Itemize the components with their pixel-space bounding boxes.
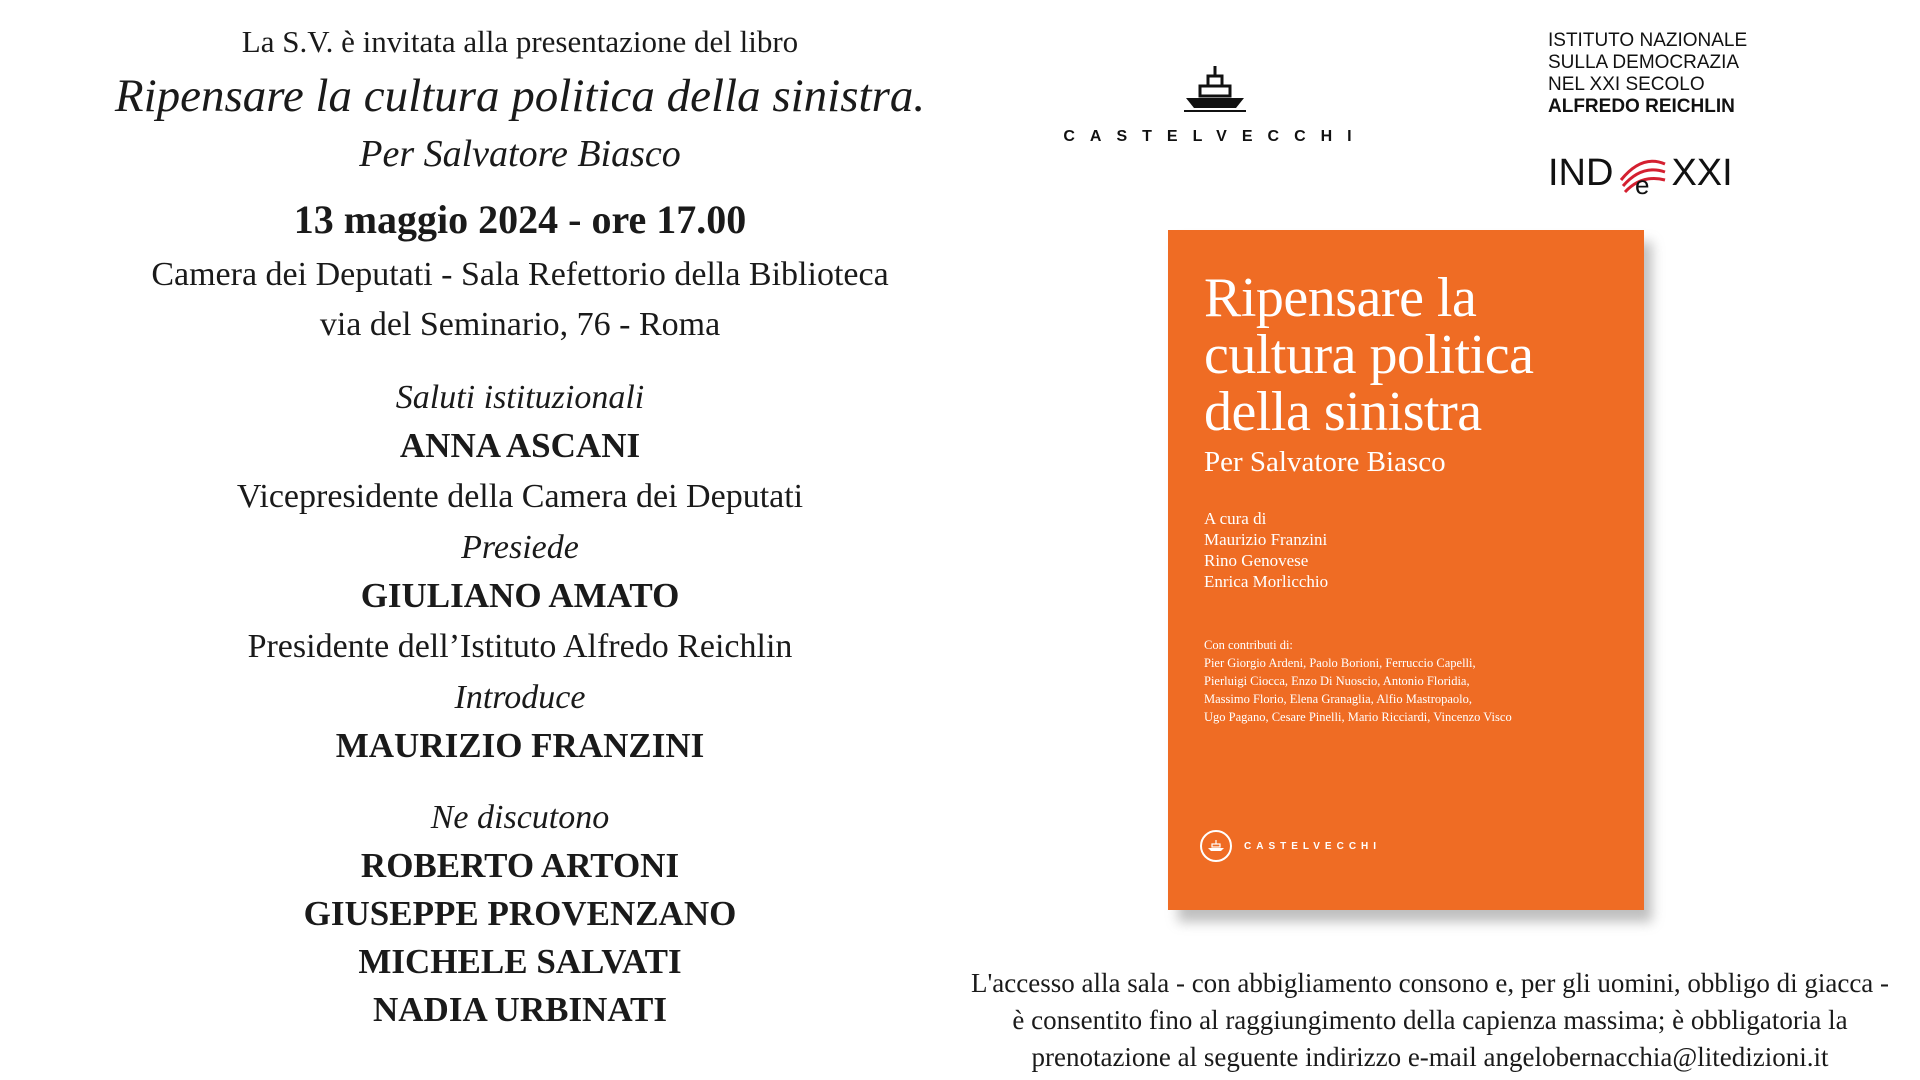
venue-line-2: via del Seminario, 76 - Roma — [319, 306, 721, 343]
cover-editor: Maurizio Franzini — [1204, 530, 1328, 549]
cover-title — [1204, 267, 1534, 443]
cover-cura-label: A cura di — [1204, 509, 1267, 528]
publisher-ship-icon — [1200, 830, 1232, 862]
cover-title-line: Ripensare la — [1204, 267, 1477, 329]
chair-title: Presidente dell’Istituto Alfredo Reichlin — [247, 628, 793, 665]
cover-publisher-name: CASTELVECCHI — [1244, 840, 1382, 852]
cover-editor: Enrica Morlicchio — [1204, 572, 1329, 591]
invitation-block — [70, 18, 970, 1034]
ind-right-text: XXI — [1671, 151, 1733, 194]
institute-line-4: ALFREDO REICHLIN — [1548, 96, 1735, 117]
chair-role: Presiede — [461, 529, 579, 566]
discussant-name: MICHELE SALVATI — [358, 942, 682, 981]
cover-contrib-line: Pier Giorgio Ardeni, Paolo Borioni, Ferruccio Capelli, — [1204, 656, 1476, 670]
cover-editors — [1204, 508, 1328, 592]
book-title: Ripensare la cultura politica della sinistra. — [114, 70, 926, 122]
ship-icon — [1180, 64, 1250, 114]
cover-publisher — [1200, 830, 1381, 862]
greetings-title: Vicepresidente della Camera dei Deputati — [236, 478, 804, 515]
greetings-name: ANNA ASCANI — [399, 426, 641, 465]
ind-e-mark-icon — [1615, 150, 1669, 196]
discussants-role: Ne discutono — [430, 799, 610, 836]
notice-line-2: è consentito fino al raggiungimento della capienza massima; è obbligatoria la — [1012, 1005, 1848, 1035]
discussant-name: NADIA URBINATI — [373, 990, 667, 1029]
ind-left-text: IND — [1548, 151, 1614, 194]
ind-xxi-logo — [1548, 146, 1733, 200]
cover-contributors — [1204, 636, 1634, 726]
institute-line-3: NEL XXI SECOLO — [1548, 74, 1705, 95]
notice-line-1: L'accesso alla sala - con abbigliamento consono e, per gli uomini, obbligo di giacca - — [970, 968, 1890, 998]
publisher-wordmark: CASTELVECCHI — [1063, 128, 1367, 145]
access-notice — [900, 965, 1920, 1076]
discussant-name: ROBERTO ARTONI — [360, 846, 680, 885]
cover-title-line: cultura politica — [1204, 324, 1534, 386]
cover-subtitle: Per Salvatore Biasco — [1204, 446, 1446, 478]
cover-title-line: della sinistra — [1204, 381, 1482, 443]
svg-text:e: e — [1635, 170, 1650, 196]
cover-contrib-line: Pierluigi Ciocca, Enzo Di Nuoscio, Antonio Floridia, — [1204, 674, 1470, 688]
cover-contrib-line: Ugo Pagano, Cesare Pinelli, Mario Ricciardi, Vincenzo Visco — [1204, 710, 1512, 724]
invitation-intro: La S.V. è invitata alla presentazione del libro — [241, 24, 799, 59]
institute-line-2: SULLA DEMOCRAZIA — [1548, 52, 1740, 73]
castelvecchi-logo — [1010, 64, 1420, 154]
venue-line-1: Camera dei Deputati - Sala Refettorio della Biblioteca — [151, 256, 889, 293]
greetings-role: Saluti istituzionali — [395, 379, 645, 416]
institute-logo — [1548, 30, 1798, 118]
cover-contrib-label: Con contributi di: — [1204, 638, 1293, 652]
discussant-name: GIUSEPPE PROVENZANO — [303, 894, 737, 933]
notice-line-3: prenotazione al seguente indirizzo e-mail angelobernacchia@litedizioni.it — [1031, 1042, 1829, 1072]
intro-role: Introduce — [454, 679, 586, 716]
institute-line-1: ISTITUTO NAZIONALE — [1548, 30, 1748, 51]
intro-name: MAURIZIO FRANZINI — [335, 726, 705, 765]
event-date: 13 maggio 2024 - ore 17.00 — [293, 197, 747, 242]
cover-editor: Rino Genovese — [1204, 551, 1309, 570]
chair-name: GIULIANO AMATO — [360, 576, 680, 615]
cover-contrib-line: Massimo Florio, Elena Granaglia, Alfio Mastropaolo, — [1204, 692, 1473, 706]
book-subtitle: Per Salvatore Biasco — [359, 133, 681, 175]
book-cover — [1168, 230, 1644, 910]
